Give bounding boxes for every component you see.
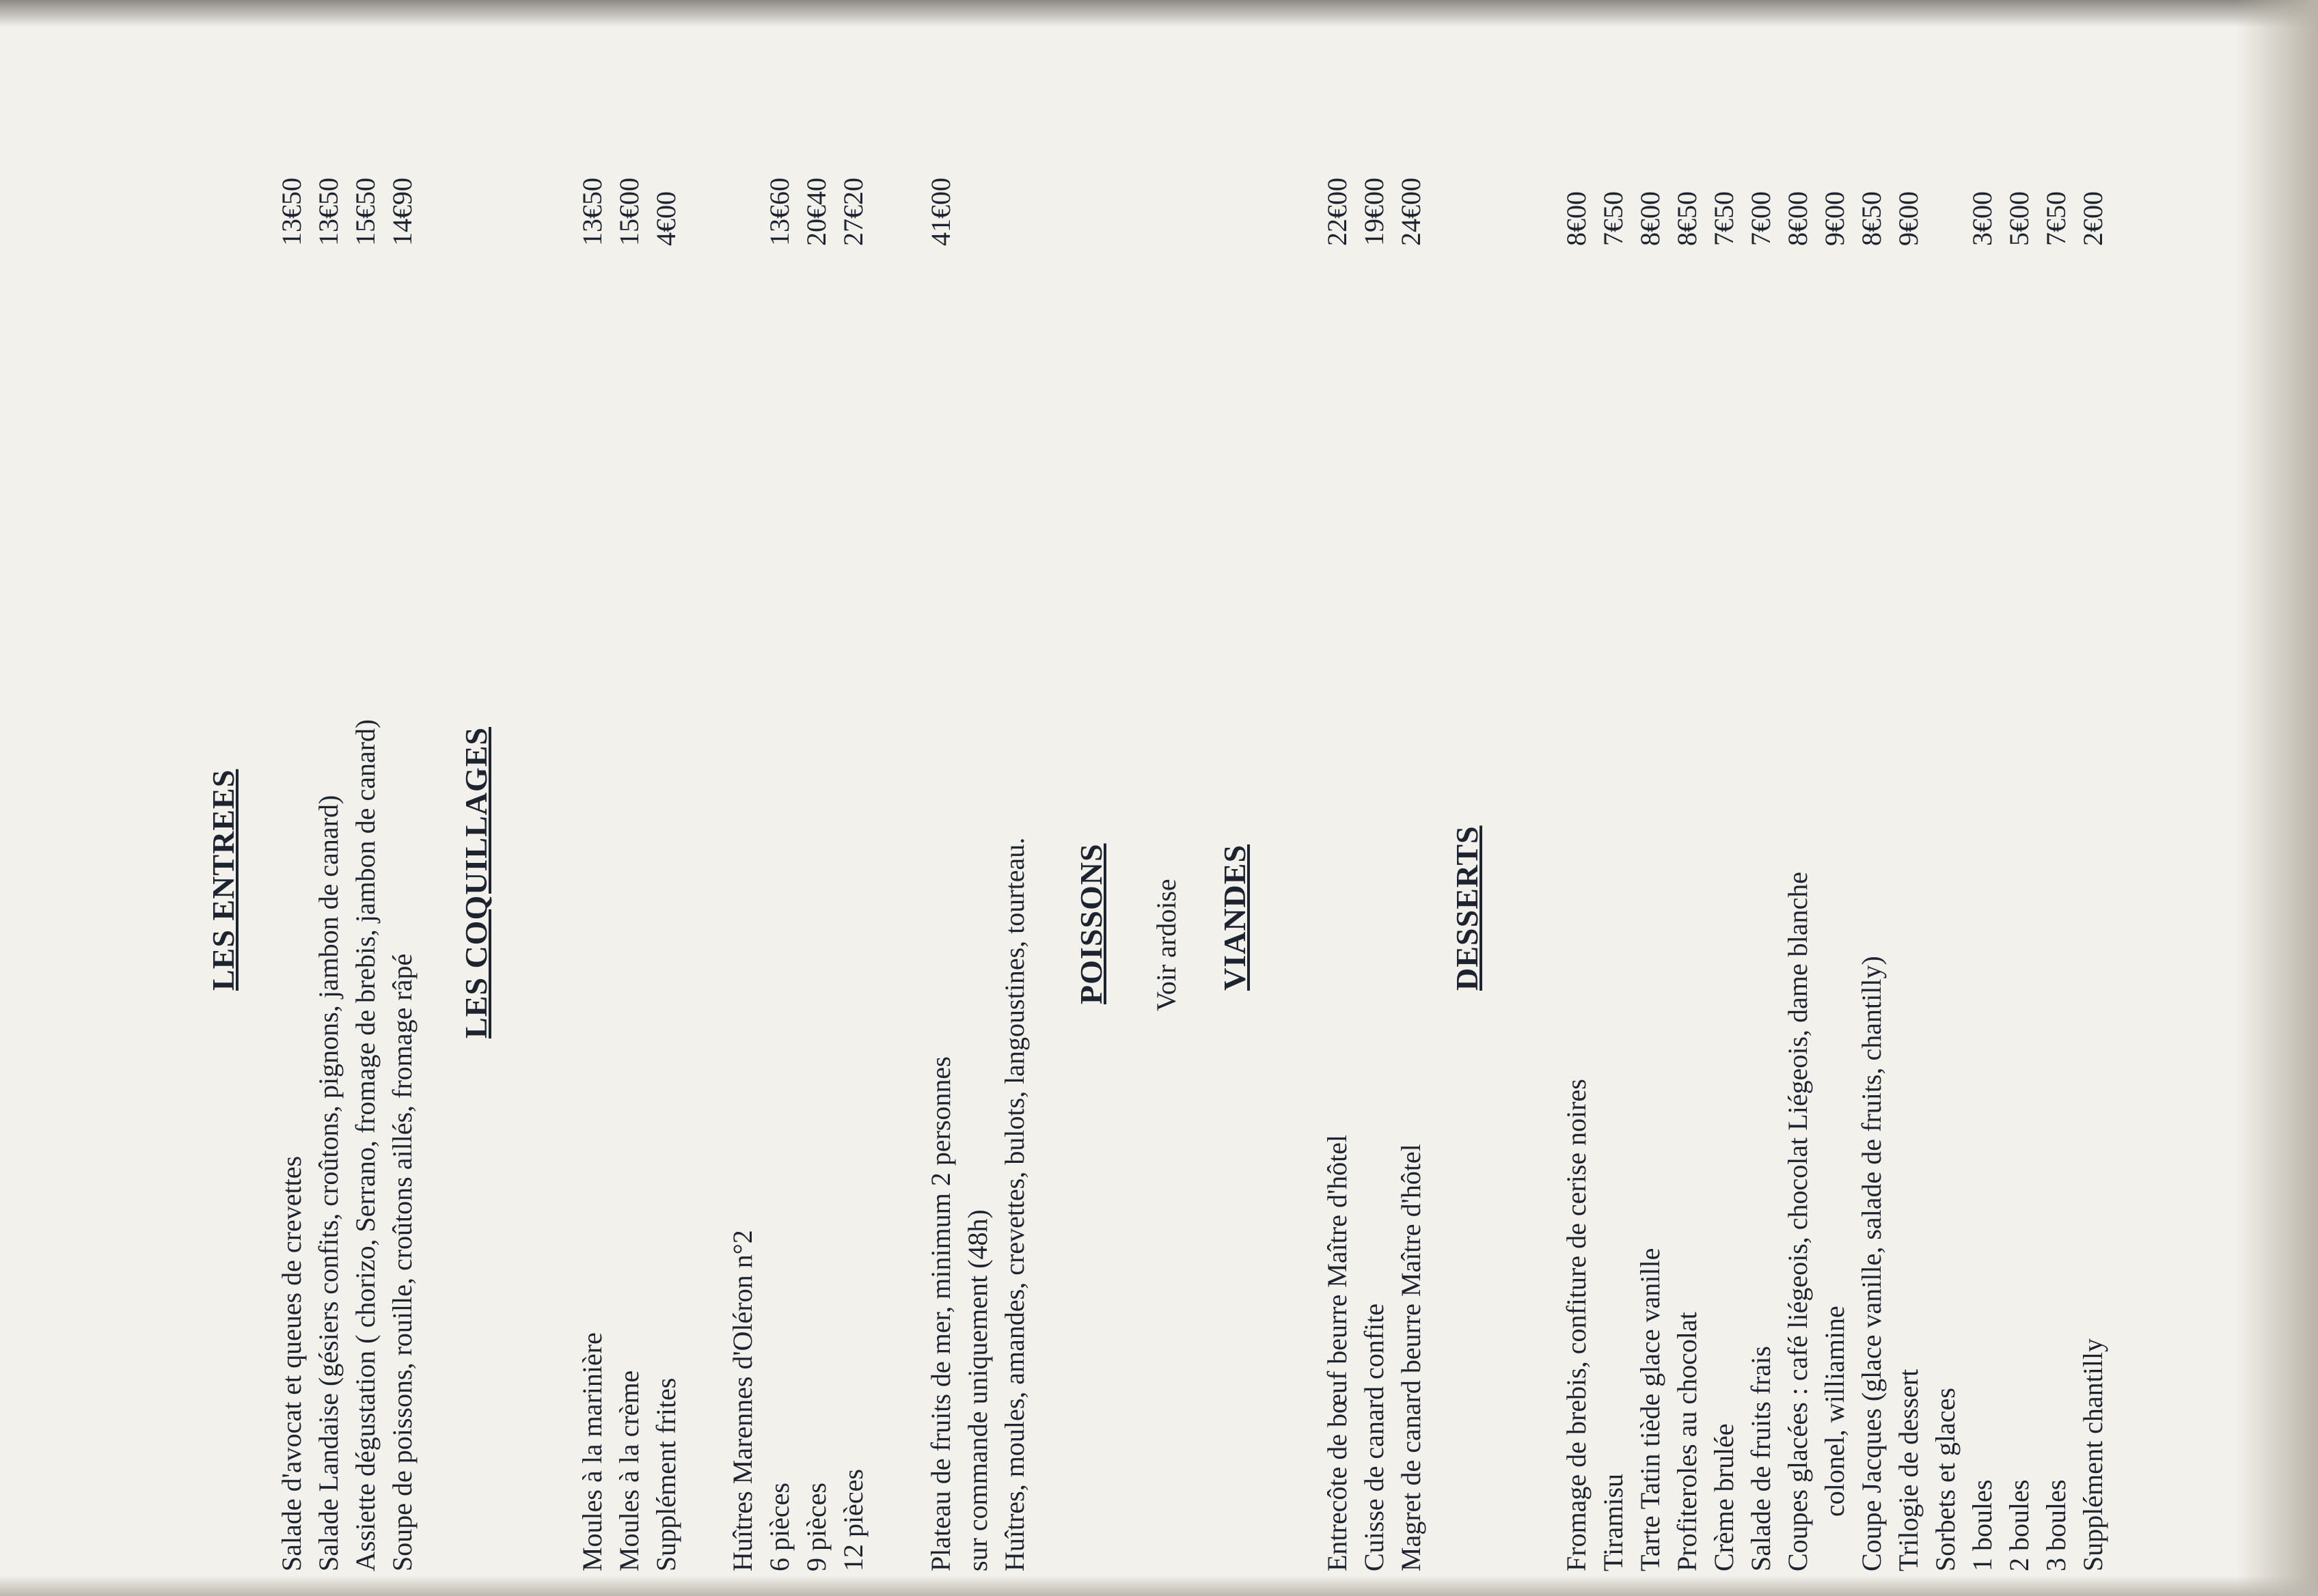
moules-name-3: Supplément frites	[651, 1377, 681, 1571]
dessert-price-8: 9€00	[1819, 191, 1850, 246]
entree-price-2: 13€50	[313, 178, 344, 246]
huitres-title: Huîtres Marennes d'Oléron n°2	[727, 1230, 758, 1571]
section-title-viandes: VIANDES	[1217, 844, 1252, 991]
sorbet-price-2: 5€00	[2004, 191, 2034, 246]
dessert-name-7: Coupes glacées : café liégeois, chocolat Liégeois, dame blanche	[1782, 871, 1813, 1571]
dessert-name-10: Trilogie de dessert	[1893, 1368, 1924, 1571]
section-title-entrees: LES ENTREES	[206, 769, 241, 991]
dessert-price-9: 8€50	[1856, 191, 1887, 246]
viande-price-2: 19€00	[1359, 178, 1389, 246]
entree-price-1: 13€50	[276, 178, 307, 246]
viande-name-1: Entrecôte de bœuf beurre Maître d'hôtel	[1322, 1134, 1352, 1571]
dessert-name-6: Salade de fruits frais	[1745, 1346, 1776, 1571]
section-title-desserts: DESSERTS	[1449, 825, 1484, 991]
dessert-name-9: Coupe Jacques (glace vanille, salade de fruits, chantilly)	[1856, 956, 1887, 1571]
section-title-poissons: POISSONS	[1074, 843, 1108, 1004]
huitres-name-3: 12 pièces	[838, 1469, 869, 1571]
huitres-price-1: 13€60	[764, 178, 795, 246]
huitres-price-2: 20€40	[801, 178, 832, 246]
sorbet-name-3: 3 boules	[2041, 1479, 2071, 1571]
entree-name-3: Assiette dégustation ( chorizo, Serrano, fromage de brebis, jambon de canard)	[350, 719, 381, 1571]
sorbet-name-4: Supplément chantilly	[2077, 1338, 2108, 1571]
dessert-name-8: colonel, williamine	[1819, 1306, 1850, 1517]
dessert-price-6: 7€00	[1745, 191, 1776, 246]
moules-price-1: 13€50	[577, 178, 608, 246]
dessert-price-4: 8€50	[1672, 191, 1702, 246]
huitres-name-1: 6 pièces	[764, 1483, 795, 1571]
plateau-line-1: Plateau de fruits de mer, minimum 2 personnes	[925, 1056, 956, 1571]
dessert-price-5: 7€50	[1708, 191, 1739, 246]
bottom-edge-shadow	[0, 1576, 2318, 1596]
viande-price-3: 24€00	[1395, 178, 1426, 246]
menu-page	[205, 164, 2187, 1571]
dessert-price-7: 8€00	[1782, 191, 1813, 246]
plateau-line-2: sur commande uniquement (48h)	[962, 1209, 993, 1571]
sorbet-price-4: 2€00	[2077, 191, 2108, 246]
entree-price-3: 15€50	[350, 178, 381, 246]
sorbets-title: Sorbets et glaces	[1930, 1388, 1961, 1571]
viande-name-3: Magret de canard beurre Maître d'hôtel	[1395, 1144, 1426, 1571]
entree-name-4: Soupe de poissons, rouille, croûtons aillés, fromage râpé	[387, 953, 418, 1571]
section-title-coquillages: LES COQUILLAGES	[459, 727, 493, 1038]
dessert-name-5: Crème brulée	[1708, 1423, 1739, 1571]
dessert-price-1: 8€00	[1561, 191, 1592, 246]
viande-name-2: Cuisse de canard confite	[1359, 1303, 1389, 1571]
plateau-line-3: Huîtres, moules, amandes, crevettes, bulots, langoustines, tourteau.	[999, 837, 1030, 1571]
plateau-price: 41€00	[925, 178, 956, 246]
sorbet-name-2: 2 boules	[2004, 1479, 2034, 1571]
sorbet-price-1: 3€00	[1967, 191, 1997, 246]
sorbet-price-3: 7€50	[2041, 191, 2071, 246]
entree-price-4: 14€90	[387, 178, 418, 246]
moules-price-2: 15€00	[614, 178, 644, 246]
moules-price-3: 4€00	[651, 191, 681, 246]
sorbet-name-1: 1 boules	[1967, 1479, 1997, 1571]
dessert-price-3: 8€00	[1635, 191, 1665, 246]
poissons-note: Voir ardoise	[1151, 879, 1182, 1011]
dessert-name-4: Profiteroles au chocolat	[1672, 1312, 1702, 1571]
dessert-name-1: Fromage de brebis, confiture de cerise noires	[1561, 1079, 1592, 1571]
dessert-name-3: Tarte Tatin tiède glace vanille	[1635, 1248, 1665, 1571]
moules-name-2: Moules à la crème	[614, 1370, 644, 1571]
dessert-price-10: 9€00	[1893, 191, 1924, 246]
moules-name-1: Moules à la marinière	[577, 1332, 608, 1571]
viande-price-1: 22€00	[1322, 178, 1352, 246]
huitres-name-2: 9 pièces	[801, 1483, 832, 1571]
entree-name-1: Salade d'avocat et queues de crevettes	[276, 1155, 307, 1571]
top-edge-shadow	[0, 0, 2318, 27]
huitres-price-3: 27€20	[838, 178, 869, 246]
dessert-price-2: 7€50	[1598, 191, 1628, 246]
entree-name-2: Salade Landaise (gésiers confits, croûtons, pignons, jambon de canard)	[313, 795, 344, 1571]
right-edge-shadow	[2236, 0, 2318, 1596]
dessert-name-2: Tiramisu	[1598, 1473, 1628, 1571]
